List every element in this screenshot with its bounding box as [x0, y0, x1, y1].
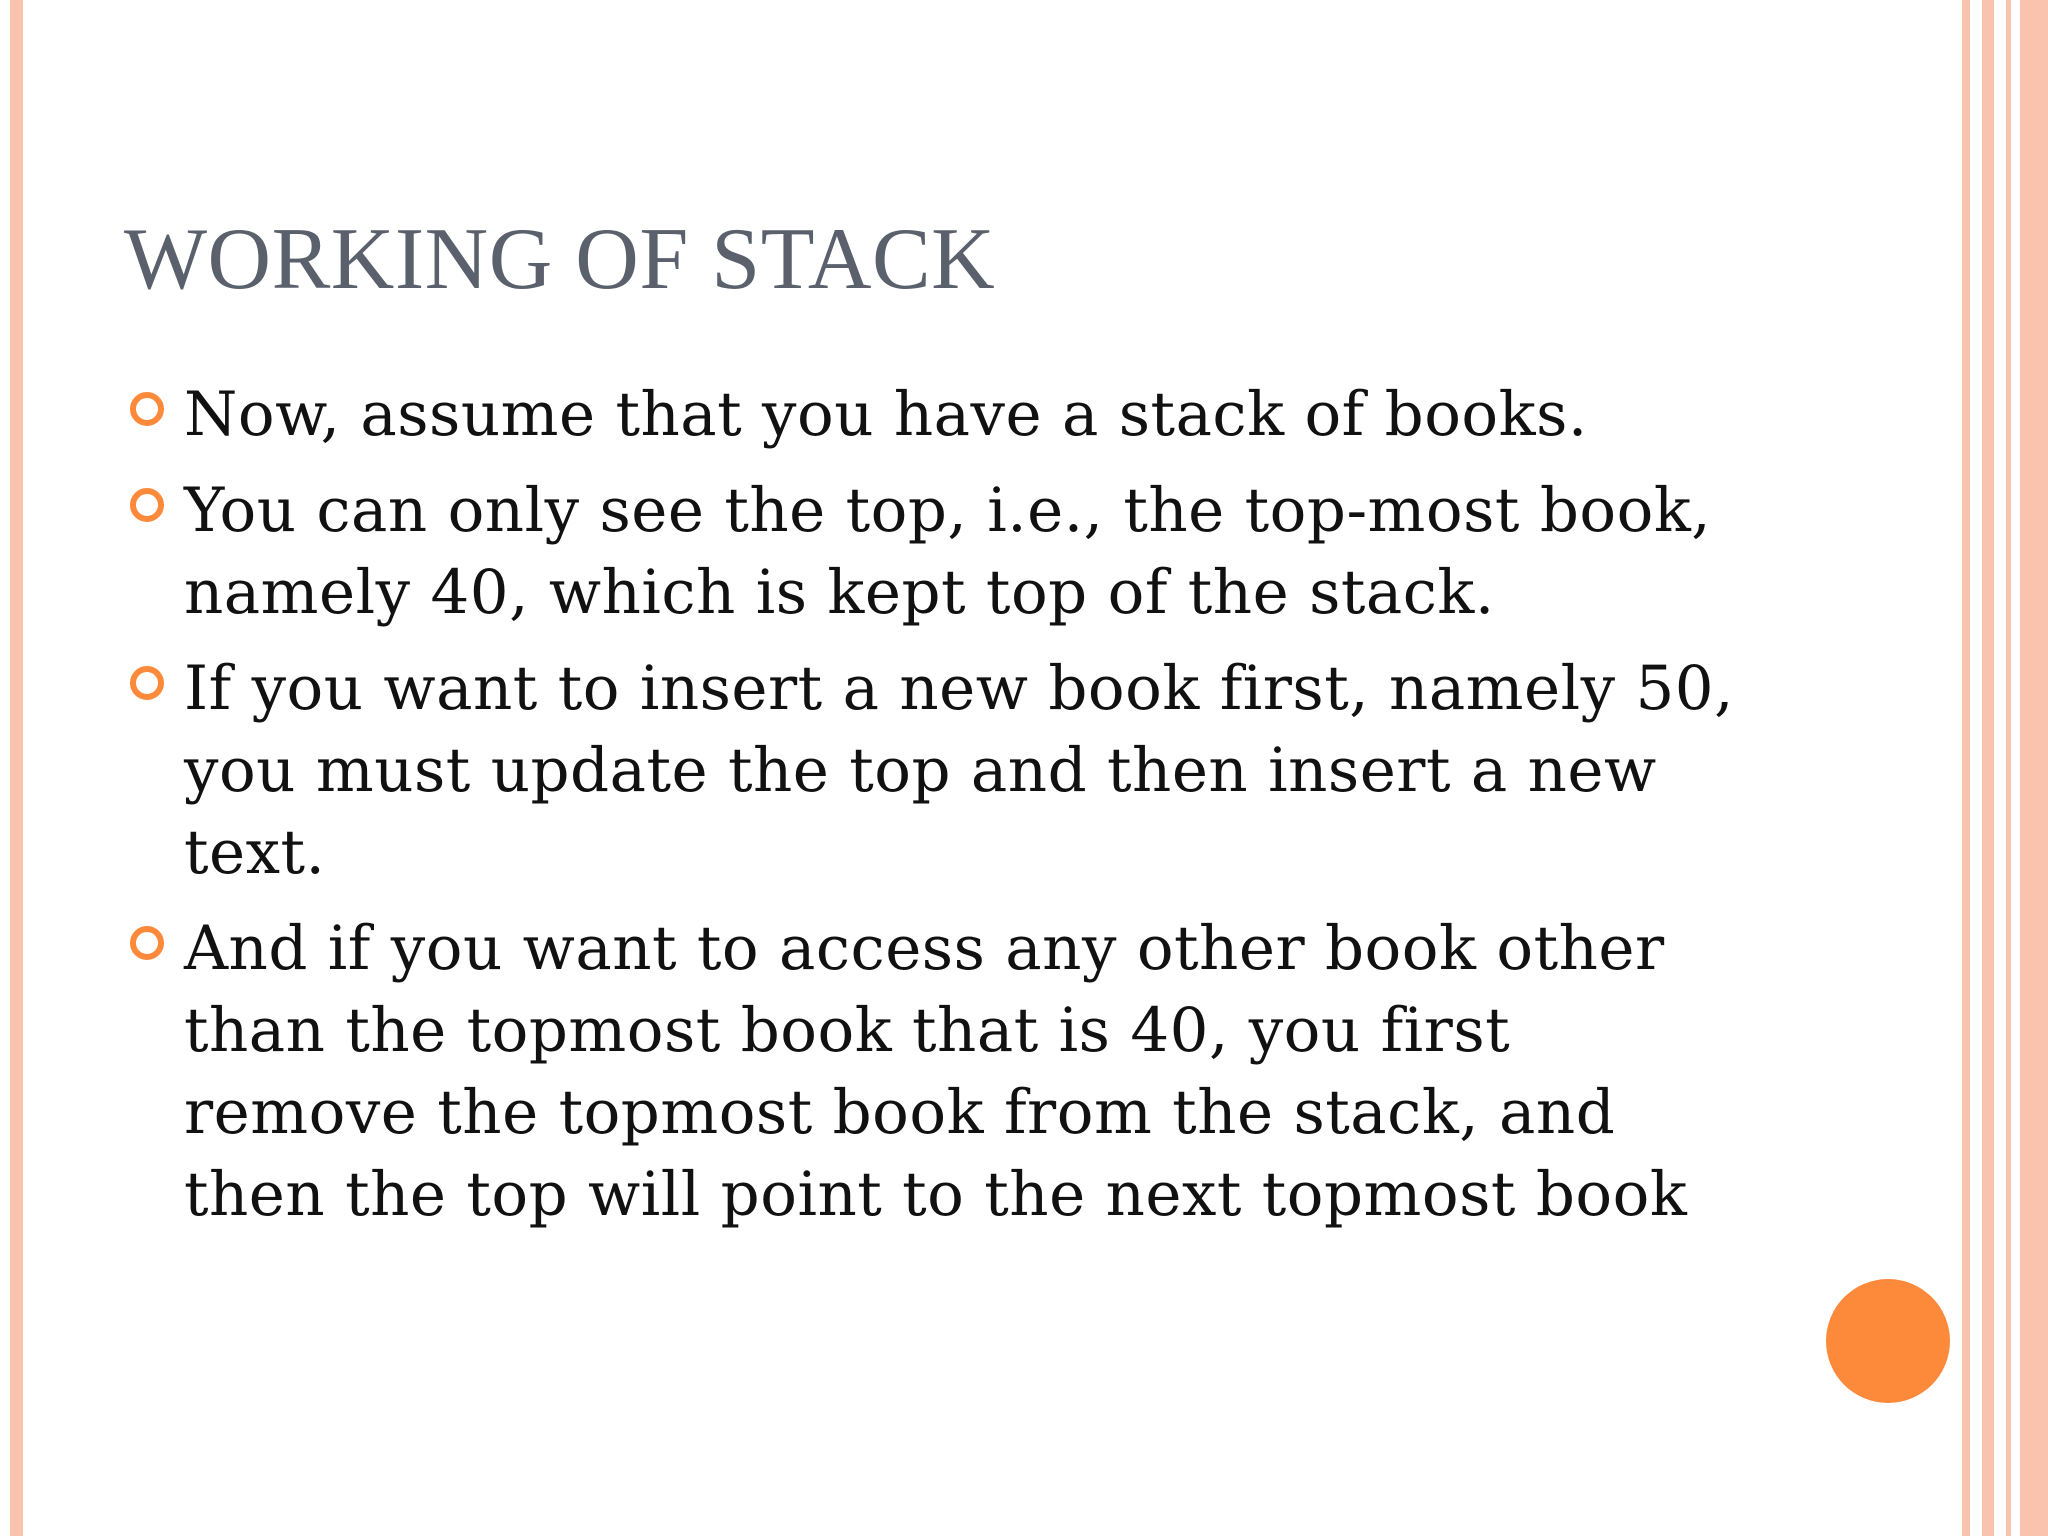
bullet-text-line: text. — [184, 817, 326, 888]
bullet-text-line: Now, assume that you have a stack of books. — [184, 379, 1588, 450]
hollow-circle-icon — [130, 488, 164, 522]
bullet-text-line: then the top will point to the next topmost book — [184, 1159, 1688, 1230]
bullet-text-line: than the topmost book that is 40, you first — [184, 995, 1511, 1066]
hollow-circle-icon — [130, 926, 164, 960]
slide-title: WORKING OF STACK — [124, 211, 996, 308]
bullet-text-line: you must update the top and then insert a new — [184, 735, 1657, 806]
bullet-list — [184, 374, 1784, 1250]
right-decorative-stripe — [2020, 0, 2048, 1536]
bullet-text-line: You can only see the top, i.e., the top-most book, — [184, 475, 1712, 546]
right-decorative-stripe — [1962, 0, 1970, 1536]
bullet-item — [184, 908, 1784, 1236]
bullet-item — [184, 648, 1784, 894]
bullet-text-line: If you want to insert a new book first, namely 50, — [184, 653, 1734, 724]
bullet-text-line: namely 40, which is kept top of the stack. — [184, 557, 1495, 628]
bullet-item — [184, 374, 1784, 456]
left-decorative-stripe — [10, 0, 23, 1536]
bullet-item — [184, 470, 1784, 634]
hollow-circle-icon — [130, 666, 164, 700]
hollow-circle-icon — [130, 392, 164, 426]
bullet-text-line: remove the topmost book from the stack, and — [184, 1077, 1616, 1148]
right-decorative-stripe — [1982, 0, 1994, 1536]
orange-circle-decoration — [1826, 1279, 1950, 1403]
bullet-text-line: And if you want to access any other book other — [184, 913, 1665, 984]
right-decorative-stripe — [2006, 0, 2011, 1536]
